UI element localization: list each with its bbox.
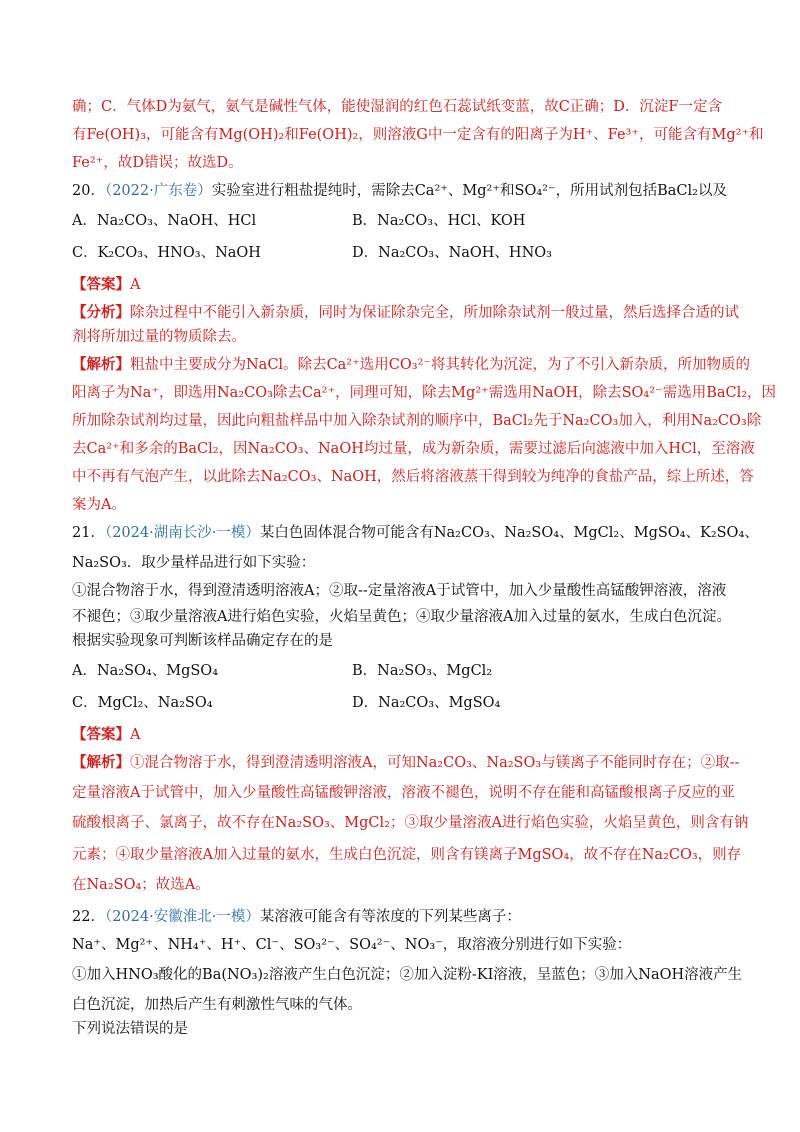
q20-explain-tag: 【解析】 xyxy=(72,356,130,373)
q21-explain-tag: 【解析】 xyxy=(72,754,130,771)
q21-source: （2024·湖南长沙·一模） xyxy=(104,525,260,541)
q21-stem-line-2: Na₂SO₃．取少量样品进行如下实验： xyxy=(72,555,316,571)
q20-analysis-text-1: 除杂过程中不能引入新杂质，同时为保证除杂完全，所加除杂试剂一般过量，然后选择合适的试 xyxy=(130,305,739,321)
q20-option-c: C．K₂CO₃、HNO₃、NaOH xyxy=(72,245,261,261)
q22-body-line-1: ①加入HNO₃酸化的Ba(NO₃)₂溶液产生白色沉淀；②加入淀粉-KI溶液，呈蓝色；③加入NaOH溶液产生 xyxy=(72,967,743,983)
q22-ions-line: Na⁺、Mg²⁺、NH₄⁺、H⁺、Cl⁻、SO₃²⁻、SO₄²⁻、NO₃⁻，取溶液分别进行如下实验： xyxy=(72,937,632,953)
q20-option-d: D．Na₂CO₃、NaOH、HNO₃ xyxy=(352,245,552,261)
q20-answer-value: A xyxy=(130,277,141,293)
q20-explain-line-1 xyxy=(72,354,751,376)
q21-option-a: A．Na₂SO₄、MgSO₄ xyxy=(72,663,219,679)
q21-explain-line-5: 在Na₂SO₄；故选A。 xyxy=(72,877,210,893)
q20-explain-line-6: 案为A。 xyxy=(72,497,126,513)
q21-body-line-1: ①混合物溶于水，得到澄清透明溶液A；②取--定量溶液A于试管中，加入少量酸性高锰酸钾溶液，溶液 xyxy=(72,583,727,599)
q20-analysis-line-1 xyxy=(72,302,739,324)
q21-answer-tag: 【答案】 xyxy=(72,726,130,743)
q22-number: 22． xyxy=(72,909,105,925)
q20-answer xyxy=(72,274,732,296)
q20-analysis-tag: 【分析】 xyxy=(72,304,130,321)
prev-explain-line-2: 有Fe(OH)₃，可能含有Mg(OH)₂和Fe(OH)₂，则溶液G中一定含有的阳离子为H⁺、Fe³⁺，可能含有Mg²⁺和 xyxy=(72,127,764,143)
q22-body-line-2: 白色沉淀，加热后产生有刺激性气味的气体。 xyxy=(72,997,362,1013)
q20-option-a: A．Na₂CO₃、NaOH、HCl xyxy=(72,213,257,229)
q20-number: 20． xyxy=(72,183,105,199)
q20-option-b: B．Na₂CO₃、HCl、KOH xyxy=(352,213,526,229)
q22-question-line: 下列说法错误的是 xyxy=(72,1021,188,1037)
q21-stem-line-1 xyxy=(72,522,759,544)
q21-option-b: B．Na₂SO₃、MgCl₂ xyxy=(352,663,493,679)
prev-explain-line-1: 确；C．气体D为氨气，氨气是碱性气体，能使湿润的红色石蕊试纸变蓝，故C正确；D．沉淀F一定含 xyxy=(72,99,722,115)
q20-analysis-line-2: 剂将所加过量的物质除去。 xyxy=(72,329,246,345)
q20-explain-line-5: 中不再有气泡产生，以此除去Na₂CO₃、NaOH，然后将溶液蒸干得到较为纯净的食盐产品，综上所述，答 xyxy=(72,469,754,485)
q20-explain-text-1: 粗盐中主要成分为NaCl。除去Ca²⁺选用CO₃²⁻将其转化为沉淀，为了不引入新杂质，所加物质的 xyxy=(130,357,751,373)
q21-explain-line-1 xyxy=(72,752,740,774)
q21-answer xyxy=(72,724,732,746)
q21-stem-text-1: 某白色固体混合物可能含有Na₂CO₃、Na₂SO₄、MgCl₂、MgSO₄、K₂SO₄、 xyxy=(259,525,759,541)
q21-explain-text-1: ①混合物溶于水，得到澄清透明溶液A，可知Na₂CO₃、Na₂SO₃与镁离子不能同时存在；②取-- xyxy=(130,755,740,771)
q22-source: （2024·安徽淮北·一模） xyxy=(104,909,260,925)
q20-explain-line-2: 阳离子为Na⁺，即选用Na₂CO₃除去Ca²⁺，同理可知，除去Mg²⁺需选用NaOH，除去SO₄²⁻需选用BaCl₂，因 xyxy=(72,385,777,401)
q21-option-d: D．Na₂CO₃、MgSO₄ xyxy=(352,695,501,711)
q21-option-c: C．MgCl₂、Na₂SO₄ xyxy=(72,695,213,711)
q20-explain-line-4: 去Ca²⁺和多余的BaCl₂，因Na₂CO₃、NaOH均过量，成为新杂质，需要过滤后向滤液中加入HCl，至溶液 xyxy=(72,441,755,457)
q21-number: 21． xyxy=(72,525,105,541)
q20-explain-line-3: 所加除杂试剂均过量，因此向粗盐样品中加入除杂试剂的顺序中，BaCl₂先于Na₂CO₃加入，利用Na₂CO₃除 xyxy=(72,413,762,429)
q21-body-line-2: 不褪色；③取少量溶液A进行焰色实验，火焰呈黄色；④取少量溶液A加入过量的氨水，生成白色沉淀。 xyxy=(72,609,731,625)
q21-explain-line-4: 元素；④取少量溶液A加入过量的氨水，生成白色沉淀，则含有镁离子MgSO₄，故不存在Na₂CO₃，则存 xyxy=(72,847,742,863)
q20-stem: 实验室进行粗盐提纯时，需除去Ca²⁺、Mg²⁺和SO₄²⁻，所用试剂包括BaCl₂以及 xyxy=(211,183,727,199)
prev-explain-line-3: Fe²⁺，故D错误；故选D。 xyxy=(72,155,243,171)
q20-stem-line xyxy=(72,180,732,202)
q20-source: （2022·广东卷） xyxy=(104,183,212,199)
q21-answer-value: A xyxy=(130,727,141,743)
q20-answer-tag: 【答案】 xyxy=(72,276,130,293)
q21-explain-line-3: 硫酸根离子、氯离子，故不存在Na₂SO₃、MgCl₂；③取少量溶液A进行焰色实验，火焰呈黄色，则含有钠 xyxy=(72,815,749,831)
q22-stem-text: 某溶液可能含有等浓度的下列某些离子： xyxy=(259,909,521,925)
q21-explain-line-2: 定量溶液A于试管中，加入少量酸性高锰酸钾溶液，溶液不褪色，说明不存在能和高锰酸根离子反应的亚 xyxy=(72,785,735,801)
q21-body-line-3: 根据实验现象可判断该样品确定存在的是 xyxy=(72,633,333,649)
q22-stem-line xyxy=(72,906,732,928)
